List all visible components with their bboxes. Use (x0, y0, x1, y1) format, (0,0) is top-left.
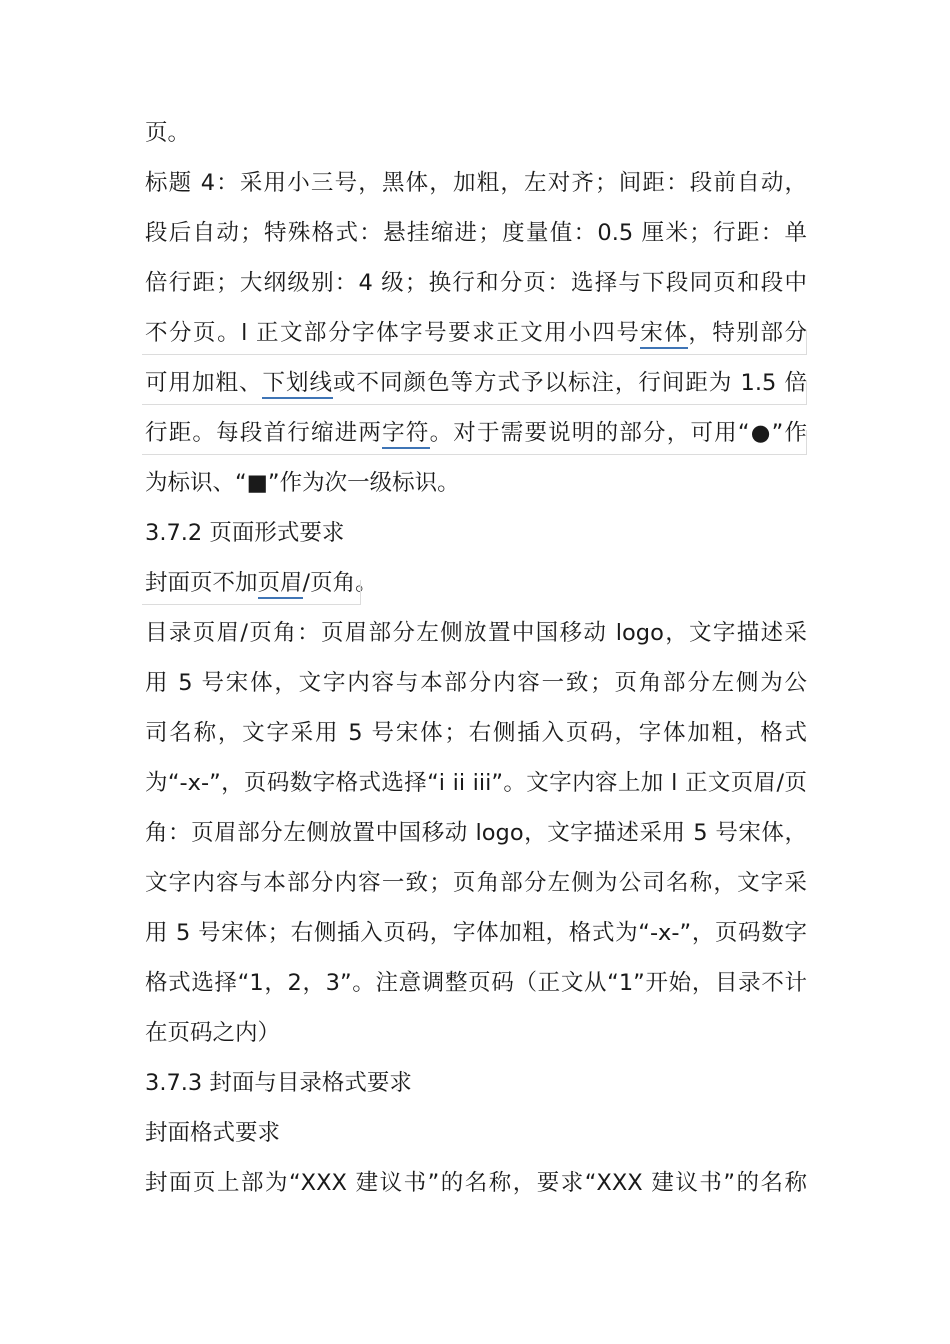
underlined-word-characters: 字符 (382, 420, 429, 449)
text-segment: /页角。 (302, 570, 378, 596)
text-line-5 (145, 308, 807, 358)
text-segment: 行距。每段首行缩进两 (145, 420, 383, 446)
text-line-13: 司名称，文字采用 5 号宋体；右侧插入页码，字体加粗，格式 (145, 720, 807, 746)
text-line-3: 段后自动；特殊格式：悬挂缩进；度量值：0.5 厘米；行距：单 (145, 220, 807, 246)
text-line-14: 为“-x-”，页码数字格式选择“i ii iii”。文字内容上加 l 正文页眉/页 (145, 770, 807, 796)
text-line-2: 标题 4：采用小三号，黑体，加粗，左对齐；间距：段前自动， (145, 170, 807, 196)
text-line-22: 封面页上部为“XXX 建议书”的名称，要求“XXX 建议书”的名称 (145, 1170, 807, 1196)
text-line-4: 倍行距；大纲级别：4 级；换行和分页：选择与下段同页和段中 (145, 270, 807, 296)
document-page (145, 108, 807, 1208)
text-segment: 可用加粗、 (145, 370, 263, 396)
text-line-15: 角：页眉部分左侧放置中国移动 logo，文字描述采用 5 号宋体， (145, 820, 807, 846)
text-line-10 (145, 558, 807, 608)
section-heading-3-7-2: 3.7.2 页面形式要求 (145, 520, 345, 546)
text-segment: 。对于需要说明的部分，可用“●”作 (429, 420, 807, 446)
text-segment: 或不同颜色等方式予以标注，行间距为 1.5 倍 (332, 370, 807, 396)
text-line-12: 用 5 号宋体，文字内容与本部分内容一致；页角部分左侧为公 (145, 670, 807, 696)
text-segment: ，特别部分 (688, 320, 807, 346)
text-line-1: 页。 (145, 120, 191, 146)
text-line-19: 在页码之内） (145, 1020, 281, 1046)
text-line-18: 格式选择“1，2，3”。注意调整页码（正文从“1”开始，目录不计 (145, 970, 807, 996)
text-segment: 封面页不加 (145, 570, 258, 596)
section-heading-3-7-3: 3.7.3 封面与目录格式要求 (145, 1070, 412, 1096)
underlined-word-songti: 宋体 (640, 320, 688, 349)
underlined-word-header: 页眉 (258, 570, 303, 599)
text-line-6 (145, 358, 807, 408)
text-line-11: 目录页眉/页角：页眉部分左侧放置中国移动 logo，文字描述采 (145, 620, 807, 646)
text-line-7 (145, 408, 807, 458)
text-line-16: 文字内容与本部分内容一致；页角部分左侧为公司名称，文字采 (145, 870, 807, 896)
text-line-8: 为标识、“■”作为次一级标识。 (145, 470, 460, 496)
text-segment: 不分页。l 正文部分字体字号要求正文用小四号 (145, 320, 641, 346)
text-line-17: 用 5 号宋体；右侧插入页码，字体加粗，格式为“-x-”，页码数字 (145, 920, 807, 946)
underlined-word-underline: 下划线 (262, 370, 333, 399)
subheading-cover-format: 封面格式要求 (145, 1120, 281, 1146)
